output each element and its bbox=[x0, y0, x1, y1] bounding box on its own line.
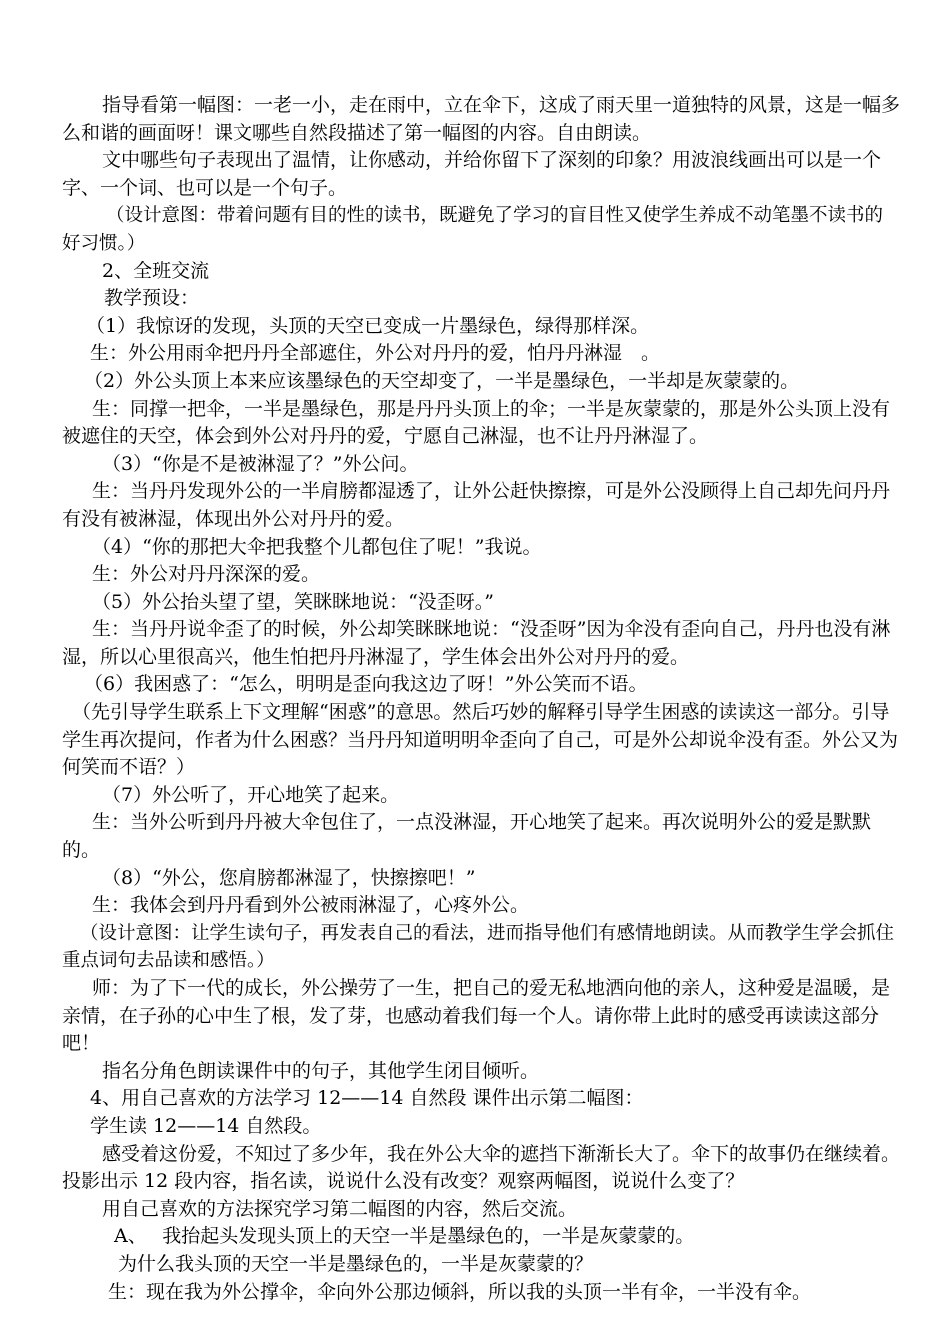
paragraph: 指导看第一幅图：一老一小，走在雨中，立在伞下，这成了雨天里一道独特的风景，这是一幅多么和谐的画面呀！课文哪些自然段描述了第一幅图的内容。自由朗读。 bbox=[62, 94, 901, 144]
document-body bbox=[62, 92, 900, 1306]
paragraph: 生：外公用雨伞把丹丹全部遮住，外公对丹丹的爱，怕丹丹淋湿 。 bbox=[90, 342, 661, 365]
paragraph: 师：为了下一代的成长，外公操劳了一生，把自己的爱无私地洒向他的亲人，这种爱是温暖，是亲情，在子孙的心中生了根，发了芽，也感动着我们每一个人。请你带上此时的感受再读读这部分吧！ bbox=[62, 977, 891, 1055]
paragraph: （7）外公听了，开心地笑了起来。 bbox=[102, 783, 400, 806]
paragraph: 生：当外公听到丹丹被大伞包住了，一点没淋湿，开心地笑了起来。再次说明外公的爱是默默的。 bbox=[62, 811, 872, 862]
paragraph: （5）外公抬头望了望，笑眯眯地说：“没歪呀。” bbox=[92, 590, 495, 613]
paragraph: （设计意图：带着问题有目的性的读书，既避免了学习的盲目性又使学生养成不动笔墨不读书的好习惯。） bbox=[62, 205, 884, 254]
paragraph: 生：当丹丹发现外公的一半肩膀都湿透了，让外公赶快擦擦，可是外公没顾得上自己却先问丹丹有没有被淋湿，体现出外公对丹丹的爱。 bbox=[62, 480, 891, 530]
paragraph: 学生读 12——14 自然段。 bbox=[90, 1114, 322, 1137]
paragraph: A、 我抬起头发现头顶上的天空一半是墨绿色的，一半是灰蒙蒙的。 bbox=[114, 1225, 695, 1248]
paragraph: 文中哪些句子表现出了温情，让你感动，并给你留下了深刻的印象？用波浪线画出可以是一个字、一个词、也可以是一个句子。 bbox=[62, 149, 882, 199]
paragraph: （1）我惊讶的发现，头顶的天空已变成一片墨绿色，绿得那样深。 bbox=[86, 314, 650, 337]
paragraph: 指名分角色朗读课件中的句子，其他学生闭目倾听。 bbox=[102, 1059, 540, 1082]
paragraph: （设计意图：让学生读句子，再发表自己的看法，进而指导他们有感情地朗读。从而教学生学会抓住重点词句去品读和感悟。） bbox=[62, 922, 895, 972]
paragraph: 2、全班交流 bbox=[102, 259, 210, 282]
paragraph: 生：外公对丹丹深深的爱。 bbox=[92, 563, 321, 586]
paragraph: 教学预设： bbox=[104, 287, 200, 310]
paragraph: 4、用自己喜欢的方法学习 12——14 自然段 课件出示第二幅图： bbox=[90, 1087, 644, 1110]
paragraph: （先引导学生联系上下文理解“困惑”的意思。然后巧妙的解释引导学生困惑的读读这一部分。引导学生再次提问，作者为什么困惑？当丹丹知道明明伞歪向了自己，可是外公却说伞没有歪。外公又为何笑而不语？） bbox=[62, 701, 899, 779]
paragraph: （4）“你的那把大伞把我整个儿都包住了呢！”我说。 bbox=[92, 535, 542, 558]
paragraph: 生：我体会到丹丹看到外公被雨淋湿了，心疼外公。 bbox=[92, 894, 530, 917]
paragraph: （3）“你是不是被淋湿了？”外公问。 bbox=[102, 452, 419, 475]
paragraph: 生：现在我为外公撑伞，伞向外公那边倾斜，所以我的头顶一半有伞，一半没有伞。 bbox=[108, 1280, 812, 1303]
paragraph: （6）我困惑了：“怎么，明明是歪向我这边了呀！”外公笑而不语。 bbox=[84, 673, 648, 696]
paragraph: 用自己喜欢的方法探究学习第二幅图的内容，然后交流。 bbox=[102, 1197, 578, 1220]
paragraph: 生：当丹丹说伞歪了的时候，外公却笑眯眯地说：“没歪呀”因为伞没有歪向自己，丹丹也没有淋湿，所以心里很高兴，他生怕把丹丹淋湿了，学生体会出外公对丹丹的爱。 bbox=[62, 618, 891, 668]
paragraph: （8）“外公，您肩膀都淋湿了，快擦擦吧！” bbox=[102, 866, 476, 889]
paragraph: 生：同撑一把伞，一半是墨绿色，那是丹丹头顶上的伞；一半是灰蒙蒙的，那是外公头顶上没有被遮住的天空，体会到外公对丹丹的爱，宁愿自己淋湿，也不让丹丹淋湿了。 bbox=[62, 397, 891, 448]
paragraph: 为什么我头顶的天空一半是墨绿色的，一半是灰蒙蒙的？ bbox=[118, 1252, 594, 1275]
paragraph: （2）外公头顶上本来应该墨绿色的天空却变了，一半是墨绿色，一半却是灰蒙蒙的。 bbox=[84, 369, 800, 392]
paragraph: 感受着这份爱，不知过了多少年，我在外公大伞的遮挡下渐渐长大了。伞下的故事仍在继续着。投影出示 12 段内容，指名读，说说什么没有改变？观察两幅图，说说什么变了？ bbox=[62, 1142, 901, 1193]
